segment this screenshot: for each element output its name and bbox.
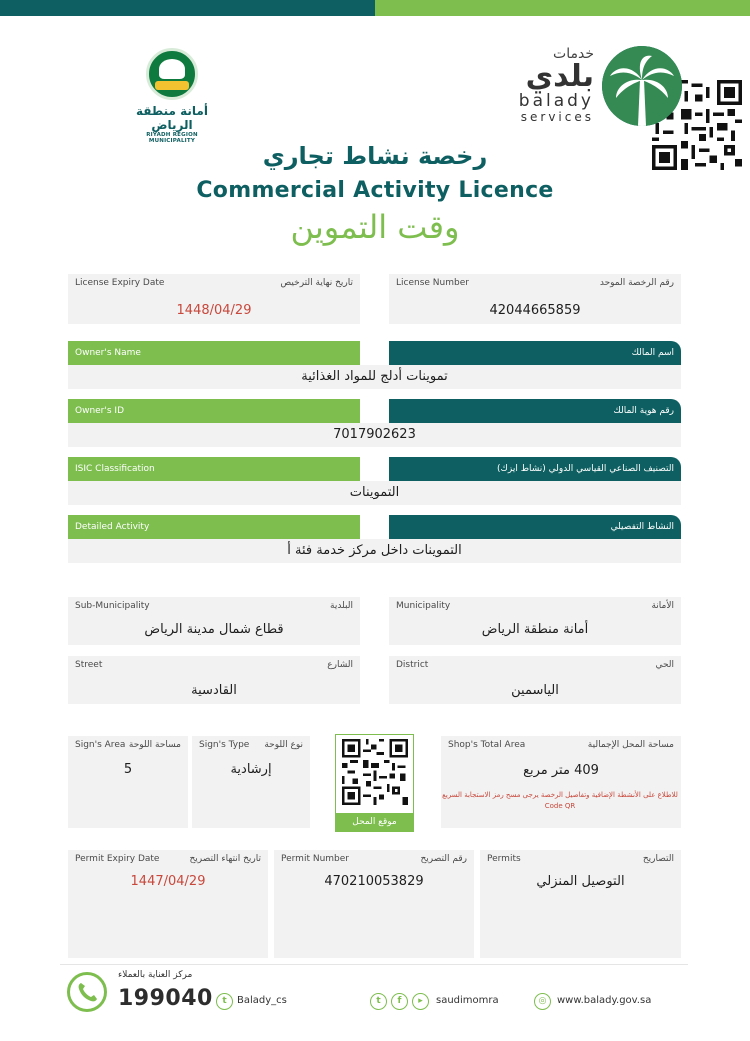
- municipality-label-en: Municipality: [396, 601, 451, 611]
- license-number-label-ar: رقم الرخصة الموحد: [599, 278, 674, 288]
- sign-area-label-en: Sign's Area: [75, 740, 126, 750]
- district-label-ar: الحي: [655, 660, 674, 670]
- license-expiry-field: [68, 274, 360, 324]
- twitter-icon[interactable]: t: [216, 993, 233, 1010]
- district-value: الياسمين: [511, 683, 559, 698]
- permit-expiry-field: [68, 850, 268, 958]
- detailed-activity-value: التموينات داخل مركز خدمة فئة أ: [287, 543, 462, 558]
- license-number-field: [389, 274, 681, 324]
- owner-id-value: 7017902623: [333, 427, 416, 442]
- balady-khadamat-text: خدمات: [553, 46, 594, 62]
- customer-care-label: مركز العناية بالعملاء: [118, 970, 193, 980]
- youtube-icon[interactable]: ▸: [412, 993, 429, 1010]
- sign-area-label-ar: مساحة اللوحة: [128, 740, 181, 750]
- owner-name-field: [68, 365, 681, 389]
- permits-label-en: Permits: [487, 854, 521, 864]
- isic-header-ar: [389, 457, 681, 481]
- permits-value: التوصيل المنزلي: [536, 874, 625, 889]
- owner-id-header-ar: [389, 399, 681, 423]
- municipality-field: [389, 597, 681, 645]
- isic-label-ar: التصنيف الصناعي القياسي الدولي (نشاط ايزك): [496, 464, 674, 474]
- sign-area-field: [68, 736, 188, 828]
- shop-area-field: [441, 736, 681, 828]
- riyadh-logo-ar-text: أمانة منطقة الرياض: [136, 104, 208, 132]
- qr-scan-note: للاطلاع على الأنشطة الإضافية وتفاصيل الرخصة يرجى مسح رمز الاستجابة السريع Code QR: [442, 791, 678, 810]
- submunicipality-field: [68, 597, 360, 645]
- owner-id-field: [68, 423, 681, 447]
- shop-area-value: 409 متر مربع: [523, 763, 599, 778]
- street-value: القادسية: [191, 683, 237, 698]
- submunicipality-label-en: Sub-Municipality: [75, 601, 150, 611]
- sign-type-label-ar: نوع اللوحة: [264, 740, 303, 750]
- owner-id-header-en: [68, 399, 360, 423]
- balady-services-logo: [500, 42, 690, 132]
- owner-name-value: تموينات أدلج للمواد الغذائية: [301, 369, 448, 384]
- street-label-en: Street: [75, 660, 103, 670]
- sign-type-label-en: Sign's Type: [199, 740, 250, 750]
- license-expiry-label-ar: تاريخ نهاية الترخيص: [280, 278, 353, 288]
- sign-type-value: إرشادية: [230, 762, 272, 777]
- owner-id-label-ar: رقم هوية المالك: [613, 406, 674, 416]
- submunicipality-value: قطاع شمال مدينة الرياض: [144, 622, 284, 637]
- permits-label-ar: التصاريح: [642, 854, 674, 864]
- license-number-value: 42044665859: [489, 303, 581, 318]
- top-bar-green: [375, 0, 750, 16]
- permit-number-label-en: Permit Number: [281, 854, 349, 864]
- permit-number-field: [274, 850, 474, 958]
- riyadh-municipality-logo: [124, 48, 220, 144]
- street-label-ar: الشارع: [327, 660, 353, 670]
- isic-field: [68, 481, 681, 505]
- isic-value: التموينات: [349, 485, 400, 500]
- detailed-activity-label-en: Detailed Activity: [75, 522, 150, 532]
- permit-number-label-ar: رقم التصريح: [420, 854, 467, 864]
- municipality-label-ar: الأمانة: [651, 601, 674, 611]
- top-bar-teal: [0, 0, 375, 16]
- shop-location-qr[interactable]: [335, 734, 414, 832]
- license-expiry-label-en: License Expiry Date: [75, 278, 165, 288]
- owner-id-label-en: Owner's ID: [75, 406, 124, 416]
- shop-area-label-ar: مساحة المحل الإجمالية: [587, 740, 674, 750]
- social-handle[interactable]: saudimomra: [436, 995, 499, 1006]
- globe-icon: ◎: [534, 993, 551, 1010]
- riyadh-emblem-icon: [146, 48, 198, 100]
- riyadh-logo-en-text: RIYADH REGION MUNICIPALITY: [146, 132, 198, 144]
- license-qr-code: [322, 36, 428, 140]
- balady-en-text: balady: [518, 91, 594, 111]
- detailed-activity-header-en: [68, 515, 360, 539]
- isic-header-en: [68, 457, 360, 481]
- license-number-label-en: License Number: [396, 278, 469, 288]
- website-link[interactable]: www.balady.gov.sa: [557, 995, 652, 1006]
- permit-expiry-value: 1447/04/29: [130, 874, 206, 889]
- owner-name-label-en: Owner's Name: [75, 348, 141, 358]
- document-title-en: Commercial Activity Licence: [196, 178, 554, 203]
- submunicipality-label-ar: البلدية: [330, 601, 353, 611]
- permits-field: [480, 850, 681, 958]
- detailed-activity-header-ar: [389, 515, 681, 539]
- sign-type-field: [192, 736, 310, 828]
- owner-name-header-ar: [389, 341, 681, 365]
- shop-area-label-en: Shop's Total Area: [448, 740, 526, 750]
- permit-number-value: 470210053829: [324, 874, 424, 889]
- balady-services-text: services: [520, 110, 594, 124]
- municipality-value: أمانة منطقة الرياض: [481, 622, 589, 637]
- license-expiry-value: 1448/04/29: [176, 303, 252, 318]
- owner-name-label-ar: اسم المالك: [631, 348, 674, 358]
- customer-care-number[interactable]: 199040: [118, 986, 213, 1011]
- detailed-activity-field: [68, 539, 681, 563]
- twitter-handle[interactable]: Balady_cs: [237, 995, 287, 1006]
- facebook-icon[interactable]: f: [391, 993, 408, 1010]
- balady-wordmark: [519, 46, 594, 124]
- sign-area-value: 5: [123, 762, 133, 777]
- shop-location-label: موقع المحل: [336, 813, 413, 831]
- top-color-bar: [0, 0, 750, 16]
- permit-expiry-label-ar: تاريخ انتهاء التصريح: [189, 854, 261, 864]
- district-label-en: District: [396, 660, 429, 670]
- phone-icon: [67, 972, 107, 1012]
- permit-expiry-label-en: Permit Expiry Date: [75, 854, 160, 864]
- document-title-ar: رخصة نشاط تجاري: [262, 142, 488, 170]
- location-qr-code-icon: [342, 739, 408, 805]
- detailed-activity-label-ar: النشاط التفصيلي: [610, 522, 674, 532]
- balady-ar-text: بلدي: [525, 59, 594, 94]
- owner-name-header-en: [68, 341, 360, 365]
- twitter-icon-2[interactable]: t: [370, 993, 387, 1010]
- street-field: [68, 656, 360, 704]
- isic-label-en: ISIC Classification: [75, 464, 155, 474]
- palm-tree-icon: [602, 46, 682, 126]
- district-field: [389, 656, 681, 704]
- business-name: وقت التموين: [290, 208, 460, 246]
